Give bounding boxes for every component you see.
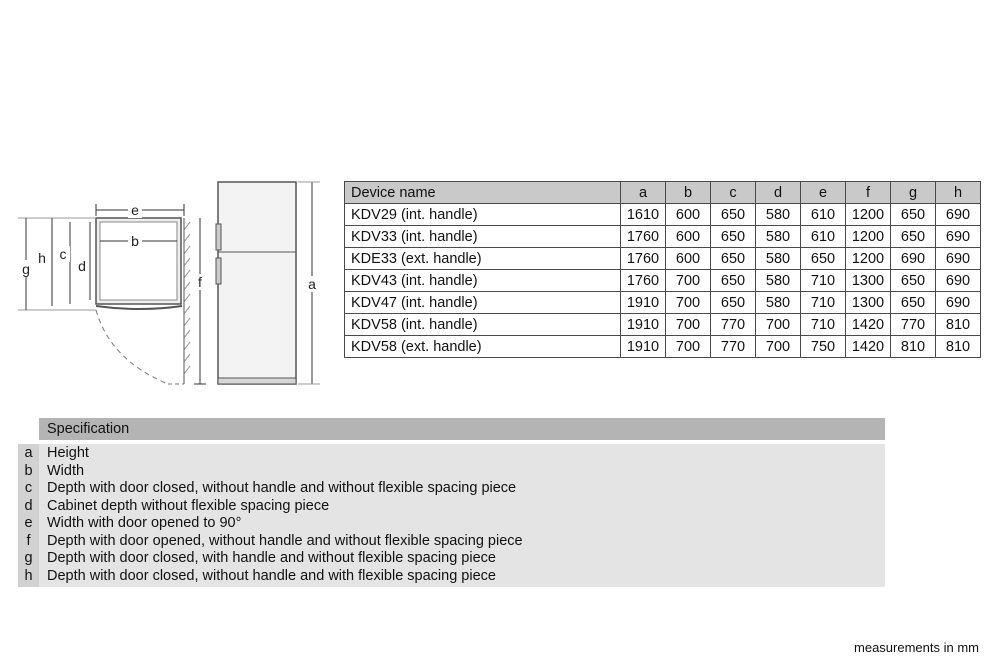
table-cell: 710 — [801, 292, 846, 314]
table-cell: 580 — [756, 270, 801, 292]
table-cell: 580 — [756, 248, 801, 270]
spec-key-a: a — [24, 445, 33, 461]
table-cell: 1420 — [846, 336, 891, 358]
spec-text-a: Height — [47, 445, 89, 461]
diagram-label-f: f — [198, 274, 202, 290]
table-cell: 1760 — [621, 226, 666, 248]
table-cell: 580 — [756, 204, 801, 226]
specification-title: Specification — [39, 418, 885, 440]
table-cell: 600 — [666, 204, 711, 226]
spec-key-f: f — [26, 532, 31, 549]
specification-legend — [18, 418, 885, 587]
table-cell: 610 — [801, 226, 846, 248]
table-cell: 700 — [756, 314, 801, 336]
table-cell: 810 — [936, 314, 981, 336]
table-cell: 750 — [801, 336, 846, 358]
table-cell: 1910 — [621, 292, 666, 314]
table-cell: 650 — [711, 226, 756, 248]
diagram-label-e: e — [131, 202, 139, 218]
spec-text-h: Depth with door closed, without handle and with flexible spacing piece — [47, 567, 496, 584]
column-header-a: a — [621, 182, 666, 204]
table-cell: 650 — [711, 292, 756, 314]
table-cell: 810 — [936, 336, 981, 358]
spec-key-c: c — [24, 480, 33, 496]
table-row — [345, 226, 981, 248]
table-cell: 710 — [801, 314, 846, 336]
table-cell: 690 — [936, 204, 981, 226]
table-cell: 650 — [711, 248, 756, 270]
table-cell: 600 — [666, 248, 711, 270]
table-cell: 690 — [936, 248, 981, 270]
table-cell: 1610 — [621, 204, 666, 226]
unit-note: measurements in mm — [854, 640, 979, 655]
device-name-cell: KDV33 (int. handle) — [345, 226, 621, 248]
table-cell: 1200 — [846, 226, 891, 248]
table-cell: 1200 — [846, 248, 891, 270]
spec-text-g: Depth with door closed, with handle and without flexible spacing piece — [47, 550, 496, 566]
table-cell: 710 — [801, 270, 846, 292]
top-view-drawing — [18, 204, 190, 384]
table-row — [345, 314, 981, 336]
device-name-cell: KDV47 (int. handle) — [345, 292, 621, 314]
diagram-label-d: d — [78, 258, 86, 274]
spec-text-c: Depth with door closed, without handle and without flexible spacing piece — [47, 480, 517, 496]
table-row — [345, 292, 981, 314]
spec-text-f: Depth with door opened, without handle and without flexible spacing piece — [47, 532, 523, 549]
table-cell: 650 — [711, 204, 756, 226]
spec-key-e: e — [24, 515, 33, 531]
column-header-h: h — [936, 182, 981, 204]
table-cell: 650 — [891, 270, 936, 292]
table-row — [345, 204, 981, 226]
table-cell: 690 — [936, 270, 981, 292]
device-name-cell: KDV58 (ext. handle) — [345, 336, 621, 358]
specification-list — [18, 444, 885, 587]
table-cell: 610 — [801, 204, 846, 226]
table-header-row — [345, 182, 981, 204]
table-cell: 690 — [891, 248, 936, 270]
device-name-cell: KDV58 (int. handle) — [345, 314, 621, 336]
spec-text-d: Cabinet depth without flexible spacing piece — [47, 497, 330, 514]
specification-descriptions — [39, 444, 885, 587]
table-cell: 650 — [711, 270, 756, 292]
column-header-f: f — [846, 182, 891, 204]
table-row — [345, 248, 981, 270]
dimensions-table — [344, 181, 981, 358]
column-header-device-name: Device name — [345, 182, 621, 204]
table-cell: 1200 — [846, 204, 891, 226]
table-cell: 650 — [891, 292, 936, 314]
column-header-g: g — [891, 182, 936, 204]
table-cell: 700 — [666, 270, 711, 292]
device-name-cell: KDV29 (int. handle) — [345, 204, 621, 226]
table-cell: 600 — [666, 226, 711, 248]
spec-text-e: Width with door opened to 90° — [47, 515, 242, 531]
table-cell: 650 — [801, 248, 846, 270]
column-header-b: b — [666, 182, 711, 204]
table-cell: 1760 — [621, 248, 666, 270]
diagram-label-h: h — [38, 250, 46, 266]
table-cell: 1760 — [621, 270, 666, 292]
table-cell: 580 — [756, 226, 801, 248]
spec-key-b: b — [24, 462, 33, 479]
diagram-label-c: c — [59, 246, 67, 262]
table-cell: 690 — [936, 292, 981, 314]
column-header-d: d — [756, 182, 801, 204]
table-cell: 650 — [891, 204, 936, 226]
table-cell: 700 — [666, 292, 711, 314]
table-cell: 700 — [666, 336, 711, 358]
table-cell: 770 — [711, 336, 756, 358]
table-cell: 700 — [756, 336, 801, 358]
table-cell: 1420 — [846, 314, 891, 336]
table-row — [345, 336, 981, 358]
dimension-diagram — [0, 170, 330, 390]
column-header-e: e — [801, 182, 846, 204]
device-name-cell: KDV43 (int. handle) — [345, 270, 621, 292]
spec-key-h: h — [24, 567, 33, 584]
table-cell: 1300 — [846, 292, 891, 314]
table-cell: 770 — [891, 314, 936, 336]
spec-key-g: g — [24, 550, 33, 566]
table-cell: 1910 — [621, 314, 666, 336]
table-cell: 770 — [711, 314, 756, 336]
diagram-label-a: a — [308, 276, 316, 292]
specification-keys — [18, 444, 39, 587]
table-cell: 1910 — [621, 336, 666, 358]
table-cell: 810 — [891, 336, 936, 358]
table-cell: 650 — [891, 226, 936, 248]
diagram-label-g: g — [22, 261, 30, 277]
spec-text-b: Width — [47, 462, 85, 479]
spec-key-d: d — [24, 497, 33, 514]
table-cell: 690 — [936, 226, 981, 248]
diagram-label-b: b — [131, 233, 139, 249]
table-cell: 700 — [666, 314, 711, 336]
table-row — [345, 270, 981, 292]
side-view-drawing — [194, 182, 320, 384]
column-header-c: c — [711, 182, 756, 204]
table-cell: 580 — [756, 292, 801, 314]
table-cell: 1300 — [846, 270, 891, 292]
device-name-cell: KDE33 (ext. handle) — [345, 248, 621, 270]
